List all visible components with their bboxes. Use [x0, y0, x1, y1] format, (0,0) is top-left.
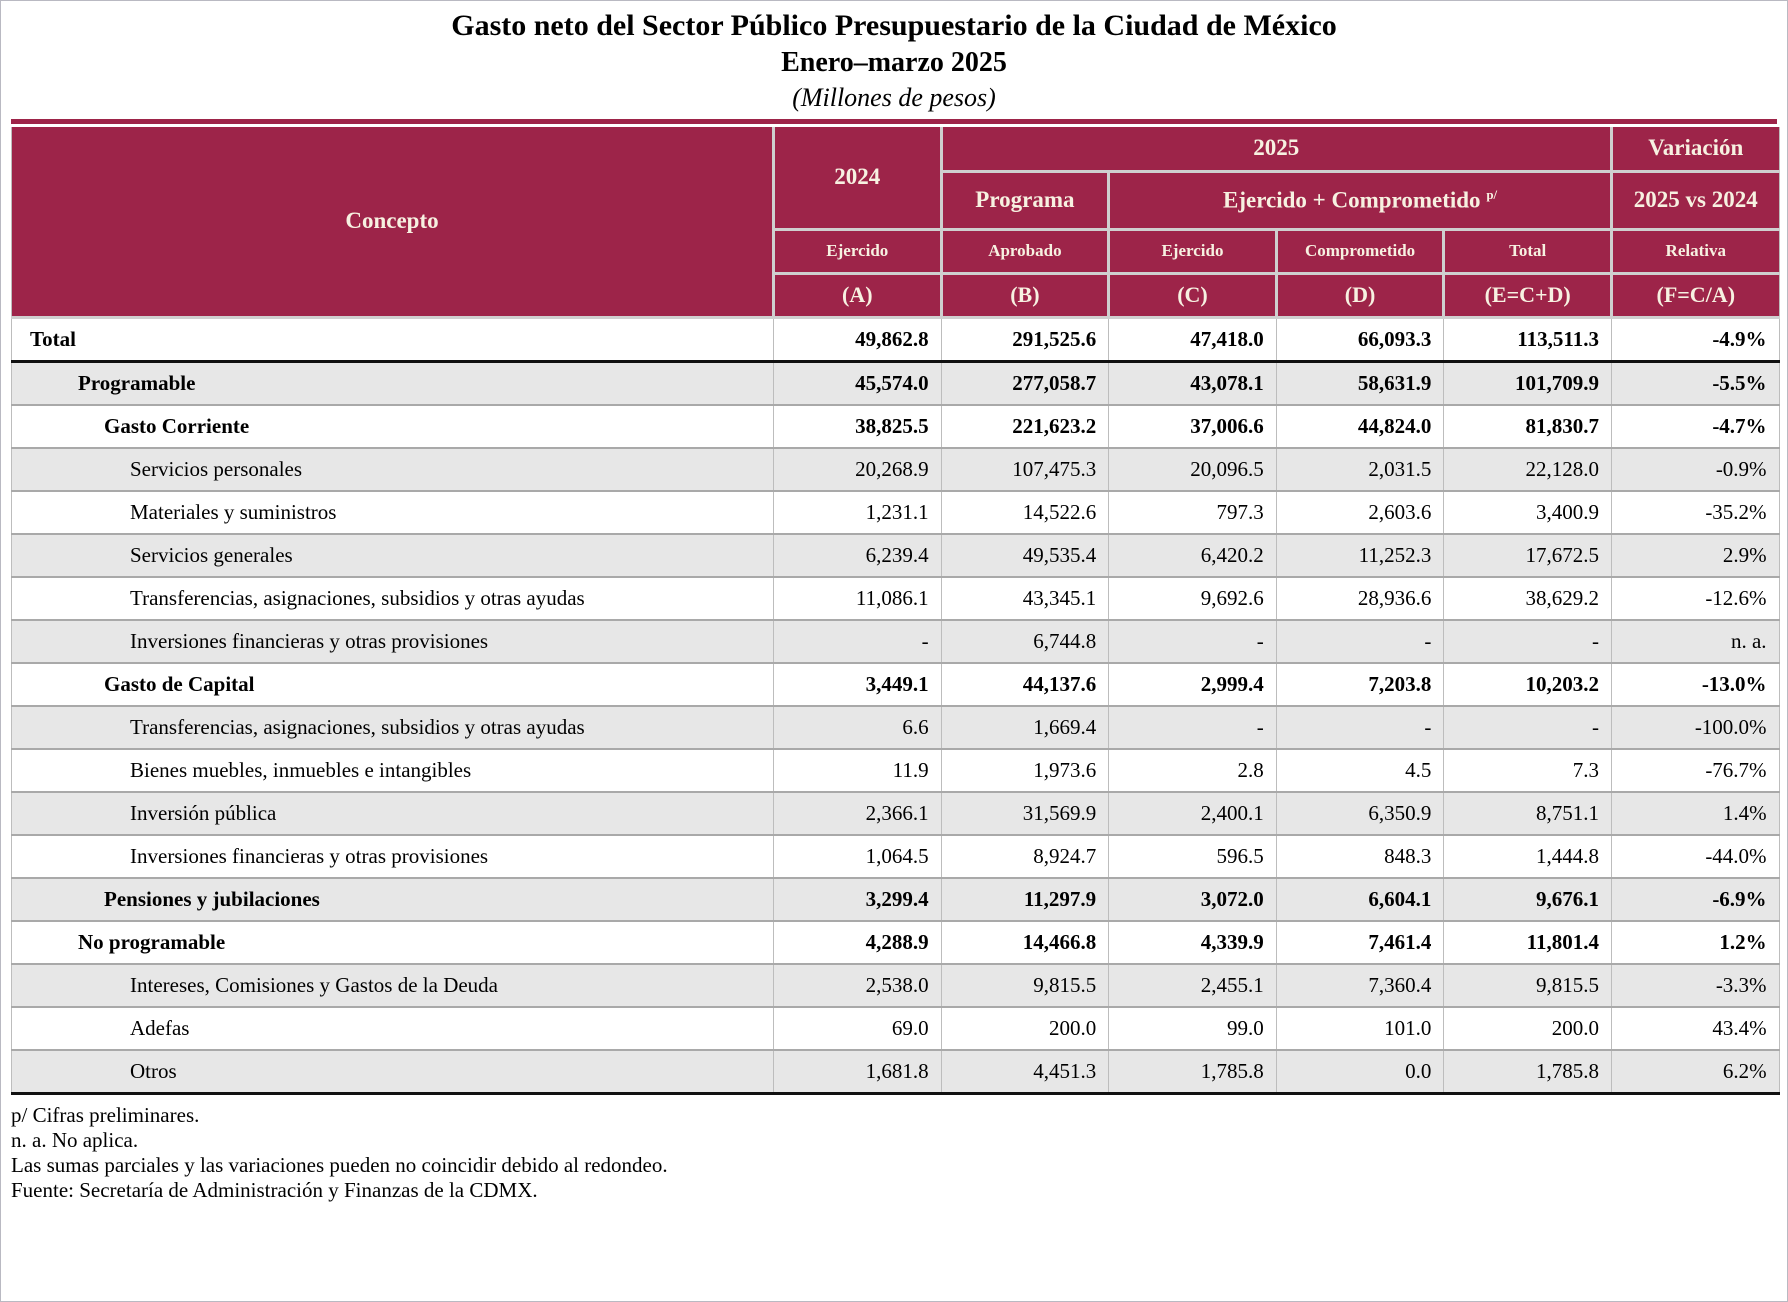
cell-value: 45,574.0	[774, 361, 942, 405]
cell-value: 101.0	[1276, 1007, 1444, 1050]
row-label: Total	[12, 317, 774, 361]
preliminary-figures-marker: p/	[1486, 186, 1498, 202]
footnote-preliminary: p/ Cifras preliminares.	[11, 1102, 200, 1127]
row-label: No programable	[12, 921, 774, 964]
header-key-d: (D)	[1276, 273, 1444, 317]
cell-value: 66,093.3	[1276, 317, 1444, 361]
footnote-source: Fuente: Secretaría de Administración y Finanzas de la CDMX.	[11, 1177, 538, 1202]
cell-value: 107,475.3	[941, 448, 1109, 491]
row-label: Transferencias, asignaciones, subsidios y otras ayudas	[12, 706, 774, 749]
cell-value: 43,078.1	[1109, 361, 1277, 405]
cell-value: 47,418.0	[1109, 317, 1277, 361]
cell-value: -	[1276, 706, 1444, 749]
cell-value: 2,538.0	[774, 964, 942, 1007]
row-label: Gasto Corriente	[12, 405, 774, 448]
cell-value: 9,692.6	[1109, 577, 1277, 620]
cell-value: -12.6%	[1611, 577, 1779, 620]
report-title-block	[11, 7, 1777, 114]
cell-value: 31,569.9	[941, 792, 1109, 835]
cell-value: 20,096.5	[1109, 448, 1277, 491]
budget-table	[11, 127, 1780, 1095]
row-label: Inversiones financieras y otras provisiones	[12, 620, 774, 663]
table-row	[12, 1050, 1780, 1094]
cell-value: 14,522.6	[941, 491, 1109, 534]
cell-value: -76.7%	[1611, 749, 1779, 792]
cell-value: -100.0%	[1611, 706, 1779, 749]
table-body	[12, 317, 1780, 1093]
table-row	[12, 878, 1780, 921]
cell-value: 6,744.8	[941, 620, 1109, 663]
cell-value: 3,072.0	[1109, 878, 1277, 921]
cell-value: -3.3%	[1611, 964, 1779, 1007]
table-row	[12, 491, 1780, 534]
cell-value: 2,400.1	[1109, 792, 1277, 835]
cell-value: 848.3	[1276, 835, 1444, 878]
table-row	[12, 964, 1780, 1007]
cell-value: 43,345.1	[941, 577, 1109, 620]
cell-value: 49,535.4	[941, 534, 1109, 577]
header-2025-vs-2024: 2025 vs 2024	[1611, 171, 1779, 229]
row-label: Materiales y suministros	[12, 491, 774, 534]
cell-value: 277,058.7	[941, 361, 1109, 405]
cell-value: 38,825.5	[774, 405, 942, 448]
cell-value: 11.9	[774, 749, 942, 792]
cell-value: n. a.	[1611, 620, 1779, 663]
cell-value: -4.7%	[1611, 405, 1779, 448]
cell-value: 8,924.7	[941, 835, 1109, 878]
row-label: Otros	[12, 1050, 774, 1094]
table-row	[12, 361, 1780, 405]
cell-value: 11,252.3	[1276, 534, 1444, 577]
cell-value: 3,449.1	[774, 663, 942, 706]
cell-value: 1,681.8	[774, 1050, 942, 1094]
cell-value: 1,444.8	[1444, 835, 1612, 878]
header-2024: 2024	[774, 127, 942, 229]
table-row	[12, 448, 1780, 491]
cell-value: 1,785.8	[1444, 1050, 1612, 1094]
cell-value: 6,604.1	[1276, 878, 1444, 921]
header-key-e: (E=C+D)	[1444, 273, 1612, 317]
cell-value: 7,203.8	[1276, 663, 1444, 706]
cell-value: 1,231.1	[774, 491, 942, 534]
row-label: Inversiones financieras y otras provisiones	[12, 835, 774, 878]
cell-value: 81,830.7	[1444, 405, 1612, 448]
table-row	[12, 620, 1780, 663]
header-sub-comprometido: Comprometido	[1276, 229, 1444, 273]
header-variacion: Variación	[1611, 127, 1779, 171]
cell-value: 0.0	[1276, 1050, 1444, 1094]
cell-value: 596.5	[1109, 835, 1277, 878]
row-label: Servicios generales	[12, 534, 774, 577]
header-sub-ejercido-2025: Ejercido	[1109, 229, 1277, 273]
cell-value: 2,031.5	[1276, 448, 1444, 491]
row-label: Programable	[12, 361, 774, 405]
cell-value: 4,451.3	[941, 1050, 1109, 1094]
table-row	[12, 749, 1780, 792]
header-ejercido-comprometido-label: Ejercido + Comprometido	[1223, 187, 1481, 213]
cell-value: -5.5%	[1611, 361, 1779, 405]
cell-value: 6,420.2	[1109, 534, 1277, 577]
cell-value: 20,268.9	[774, 448, 942, 491]
cell-value: 200.0	[941, 1007, 1109, 1050]
cell-value: 99.0	[1109, 1007, 1277, 1050]
cell-value: 69.0	[774, 1007, 942, 1050]
table-row	[12, 405, 1780, 448]
cell-value: 44,824.0	[1276, 405, 1444, 448]
table-row	[12, 792, 1780, 835]
cell-value: 28,936.6	[1276, 577, 1444, 620]
table-row	[12, 835, 1780, 878]
cell-value: -	[1109, 620, 1277, 663]
table-top-accent-bar	[11, 119, 1777, 124]
cell-value: -4.9%	[1611, 317, 1779, 361]
cell-value: 44,137.6	[941, 663, 1109, 706]
cell-value: 9,815.5	[941, 964, 1109, 1007]
cell-value: 4.5	[1276, 749, 1444, 792]
row-label: Bienes muebles, inmuebles e intangibles	[12, 749, 774, 792]
cell-value: 2.9%	[1611, 534, 1779, 577]
table-row	[12, 663, 1780, 706]
cell-value: 1.2%	[1611, 921, 1779, 964]
cell-value: 37,006.6	[1109, 405, 1277, 448]
header-key-c: (C)	[1109, 273, 1277, 317]
cell-value: 6.6	[774, 706, 942, 749]
cell-value: 17,672.5	[1444, 534, 1612, 577]
row-label: Adefas	[12, 1007, 774, 1050]
table-row	[12, 1007, 1780, 1050]
cell-value: 7.3	[1444, 749, 1612, 792]
cell-value: 7,360.4	[1276, 964, 1444, 1007]
cell-value: 1.4%	[1611, 792, 1779, 835]
cell-value: 9,815.5	[1444, 964, 1612, 1007]
cell-value: 2.8	[1109, 749, 1277, 792]
row-label: Pensiones y jubilaciones	[12, 878, 774, 921]
cell-value: 7,461.4	[1276, 921, 1444, 964]
cell-value: 6.2%	[1611, 1050, 1779, 1094]
cell-value: 11,086.1	[774, 577, 942, 620]
header-programa: Programa	[941, 171, 1109, 229]
row-label: Inversión pública	[12, 792, 774, 835]
cell-value: 200.0	[1444, 1007, 1612, 1050]
cell-value: 38,629.2	[1444, 577, 1612, 620]
table-header	[12, 127, 1780, 317]
cell-value: 2,603.6	[1276, 491, 1444, 534]
cell-value: 1,064.5	[774, 835, 942, 878]
cell-value: 14,466.8	[941, 921, 1109, 964]
report-units: (Millones de pesos)	[792, 83, 996, 112]
row-label: Transferencias, asignaciones, subsidios y otras ayudas	[12, 577, 774, 620]
header-sub-total: Total	[1444, 229, 1612, 273]
table-row	[12, 577, 1780, 620]
cell-value: 2,999.4	[1109, 663, 1277, 706]
cell-value: 3,299.4	[774, 878, 942, 921]
cell-value: -13.0%	[1611, 663, 1779, 706]
cell-value: 11,801.4	[1444, 921, 1612, 964]
cell-value: 3,400.9	[1444, 491, 1612, 534]
cell-value: -	[1444, 620, 1612, 663]
table-row	[12, 317, 1780, 361]
header-key-f: (F=C/A)	[1611, 273, 1779, 317]
header-key-a: (A)	[774, 273, 942, 317]
cell-value: -6.9%	[1611, 878, 1779, 921]
cell-value: -	[1444, 706, 1612, 749]
cell-value: 11,297.9	[941, 878, 1109, 921]
cell-value: 4,339.9	[1109, 921, 1277, 964]
cell-value: -44.0%	[1611, 835, 1779, 878]
cell-value: 2,366.1	[774, 792, 942, 835]
cell-value: 1,973.6	[941, 749, 1109, 792]
header-sub-relativa: Relativa	[1611, 229, 1779, 273]
table-row	[12, 706, 1780, 749]
cell-value: 8,751.1	[1444, 792, 1612, 835]
row-label: Servicios personales	[12, 448, 774, 491]
header-key-b: (B)	[941, 273, 1109, 317]
footnotes	[11, 1103, 1777, 1203]
cell-value: 6,350.9	[1276, 792, 1444, 835]
header-2025: 2025	[941, 127, 1611, 171]
report-period: Enero–marzo 2025	[781, 47, 1007, 78]
cell-value: -0.9%	[1611, 448, 1779, 491]
header-sub-aprobado: Aprobado	[941, 229, 1109, 273]
cell-value: 113,511.3	[1444, 317, 1612, 361]
header-concepto: Concepto	[12, 127, 774, 317]
cell-value: 797.3	[1109, 491, 1277, 534]
row-label: Gasto de Capital	[12, 663, 774, 706]
report-title: Gasto neto del Sector Público Presupuestario de la Ciudad de México	[451, 9, 1337, 42]
cell-value: 6,239.4	[774, 534, 942, 577]
row-label: Intereses, Comisiones y Gastos de la Deuda	[12, 964, 774, 1007]
cell-value: -	[1109, 706, 1277, 749]
cell-value: 4,288.9	[774, 921, 942, 964]
cell-value: -	[1276, 620, 1444, 663]
cell-value: 2,455.1	[1109, 964, 1277, 1007]
table-row	[12, 921, 1780, 964]
cell-value: 10,203.2	[1444, 663, 1612, 706]
footnote-rounding: Las sumas parciales y las variaciones pueden no coincidir debido al redondeo.	[11, 1152, 668, 1177]
cell-value: 221,623.2	[941, 405, 1109, 448]
cell-value: 1,785.8	[1109, 1050, 1277, 1094]
footnote-no-aplica: n. a. No aplica.	[11, 1127, 139, 1152]
table-row	[12, 534, 1780, 577]
cell-value: 1,669.4	[941, 706, 1109, 749]
cell-value: -	[774, 620, 942, 663]
cell-value: 22,128.0	[1444, 448, 1612, 491]
header-ejercido-comprometido	[1109, 171, 1612, 229]
cell-value: 101,709.9	[1444, 361, 1612, 405]
cell-value: 43.4%	[1611, 1007, 1779, 1050]
cell-value: -35.2%	[1611, 491, 1779, 534]
cell-value: 291,525.6	[941, 317, 1109, 361]
cell-value: 58,631.9	[1276, 361, 1444, 405]
cell-value: 49,862.8	[774, 317, 942, 361]
cell-value: 9,676.1	[1444, 878, 1612, 921]
header-sub-ejercido-2024: Ejercido	[774, 229, 942, 273]
